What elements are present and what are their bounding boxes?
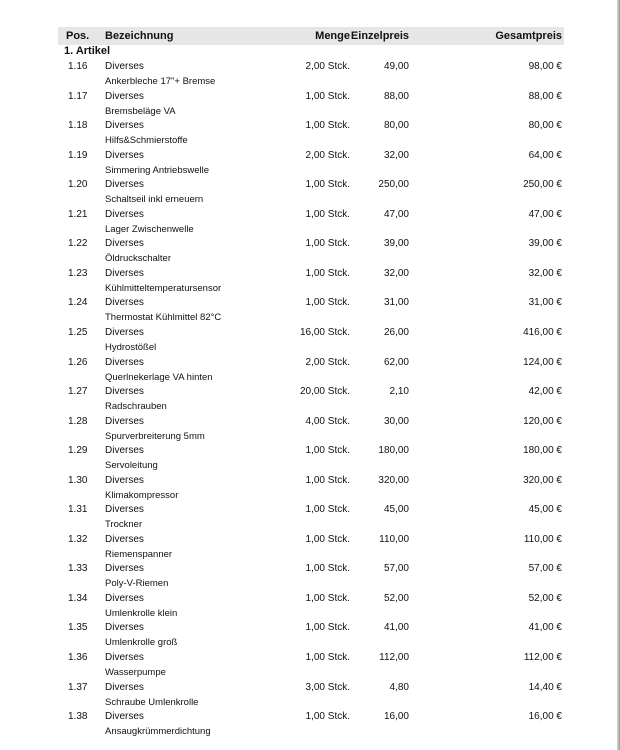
total-price: 112,00 € [523, 652, 562, 663]
article-name: Diverses [105, 474, 144, 486]
table-row [0, 150, 620, 179]
table-row [0, 416, 620, 445]
position-number: 1.35 [68, 622, 88, 634]
total-price: 124,00 € [523, 356, 562, 368]
article-description: Spurverbreiterung 5mm [105, 430, 205, 442]
quantity: 1,00 Stck. [305, 297, 350, 309]
quantity: 1,00 Stck. [305, 238, 350, 250]
article-name: Diverses [105, 445, 144, 457]
total-price: 416,00 € [523, 326, 562, 338]
table-row [0, 593, 620, 622]
quantity: 1,00 Stck. [305, 90, 350, 102]
unit-price: 32,00 [383, 149, 409, 161]
article-name: Diverses [105, 238, 144, 250]
quantity: 1,00 Stck. [305, 445, 350, 457]
total-price: 120,00 € [523, 415, 562, 427]
article-description: Ankerbleche 17"+ Bremse [105, 76, 216, 87]
article-name: Diverses [105, 711, 144, 723]
position-number: 1.19 [68, 149, 88, 161]
position-number: 1.34 [68, 592, 88, 604]
quantity: 20,00 Stck. [299, 386, 350, 398]
article-description: Klimakompressor [105, 489, 179, 501]
unit-price: 4,80 [389, 681, 409, 693]
unit-price: 45,00 [383, 504, 409, 516]
position-number: 1.24 [68, 297, 88, 309]
article-name: Diverses [105, 622, 144, 634]
unit-price: 30,00 [383, 415, 409, 427]
total-price: 32,00 € [528, 267, 562, 279]
article-name: Diverses [105, 356, 144, 368]
quantity: 1,00 Stck. [305, 563, 350, 575]
total-price: 52,00 € [528, 592, 562, 604]
position-number: 1.27 [68, 386, 88, 398]
article-name: Diverses [105, 208, 144, 220]
unit-price: 16,00 [383, 711, 409, 723]
article-description: Simmering Antriebswelle [105, 164, 210, 176]
total-price: 42,00 € [528, 386, 562, 398]
table-row [0, 445, 620, 474]
unit-price: 250,00 [378, 179, 409, 191]
article-name: Diverses [105, 563, 144, 575]
position-number: 1.25 [68, 326, 88, 338]
total-price: 110,00 € [523, 533, 562, 545]
unit-price: 39,00 [383, 238, 409, 250]
article-name: Diverses [105, 297, 144, 309]
quantity: 1,00 Stck. [305, 267, 350, 279]
position-number: 1.36 [68, 652, 88, 663]
table-row [0, 563, 620, 592]
article-name: Diverses [105, 415, 144, 427]
table-row [0, 386, 620, 415]
unit-price: 112,00 [379, 652, 409, 663]
unit-price: 88,00 [383, 90, 409, 102]
article-description: Servoleitung [105, 460, 158, 472]
quantity: 4,00 Stck. [305, 415, 350, 427]
table-row [0, 61, 620, 90]
unit-price: 110,00 [379, 533, 409, 545]
article-name: Diverses [105, 179, 144, 191]
total-price: 45,00 € [528, 504, 562, 516]
total-price: 80,00 € [528, 120, 562, 132]
header-gesamtpreis: Gesamtpreis [495, 30, 562, 42]
total-price: 250,00 € [523, 179, 562, 191]
table-row [0, 622, 620, 651]
position-number: 1.28 [68, 415, 88, 427]
total-price: 16,00 € [528, 711, 562, 723]
total-price: 320,00 € [523, 474, 562, 486]
position-number: 1.37 [68, 681, 88, 693]
position-number: 1.30 [68, 474, 88, 486]
position-number: 1.31 [68, 504, 88, 516]
unit-price: 320,00 [378, 474, 409, 486]
total-price: 39,00 € [528, 238, 562, 250]
unit-price: 2,10 [389, 386, 409, 398]
table-row [0, 297, 620, 326]
position-number: 1.29 [68, 445, 88, 457]
quantity: 16,00 Stck. [299, 326, 350, 338]
quantity: 1,00 Stck. [305, 504, 350, 516]
table-row [0, 357, 620, 386]
unit-price: 41,00 [383, 622, 409, 634]
header-einzelpreis: Einzelpreis [350, 30, 409, 42]
article-description: Hydrostößel [105, 341, 157, 353]
article-name: Diverses [105, 652, 144, 663]
article-name: Diverses [105, 90, 144, 102]
total-price: 98,00 € [528, 61, 562, 72]
quantity: 2,00 Stck. [305, 149, 350, 161]
article-name: Diverses [105, 61, 144, 72]
table-row [0, 682, 620, 711]
total-price: 57,00 € [528, 563, 562, 575]
table-row [0, 120, 620, 149]
header-pos: Pos. [66, 30, 90, 42]
table-row [0, 238, 620, 267]
article-name: Diverses [105, 149, 144, 161]
article-description: Kühlmitteltemperatursensor [105, 282, 222, 294]
header-bezeichnung: Bezeichnung [105, 30, 174, 42]
unit-price: 62,00 [383, 356, 409, 368]
position-number: 1.38 [68, 711, 88, 723]
quantity: 1,00 Stck. [305, 474, 350, 486]
position-number: 1.32 [68, 533, 88, 545]
unit-price: 47,00 [383, 208, 409, 220]
quantity: 1,00 Stck. [305, 622, 350, 634]
article-description: Wasserpumpe [105, 667, 166, 678]
unit-price: 180,00 [378, 445, 409, 457]
table-row [0, 475, 620, 504]
position-number: 1.23 [68, 267, 88, 279]
article-name: Diverses [105, 326, 144, 338]
total-price: 64,00 € [528, 149, 562, 161]
article-name: Diverses [105, 533, 144, 545]
quantity: 2,00 Stck. [305, 61, 350, 72]
total-price: 88,00 € [528, 90, 562, 102]
article-description: Riemenspanner [105, 548, 173, 560]
table-row [0, 534, 620, 563]
quantity: 3,00 Stck. [305, 681, 350, 693]
article-name: Diverses [105, 386, 144, 398]
quantity: 2,00 Stck. [305, 356, 350, 368]
article-description: Umlenkrolle klein [105, 607, 178, 619]
unit-price: 57,00 [383, 563, 409, 575]
table-row [0, 327, 620, 356]
article-description: Querlnekerlage VA hinten [105, 371, 213, 383]
unit-price: 52,00 [383, 592, 409, 604]
position-number: 1.16 [68, 61, 88, 72]
article-name: Diverses [105, 681, 144, 693]
article-description: Trockner [105, 519, 143, 531]
quantity: 1,00 Stck. [305, 592, 350, 604]
article-description: Hilfs&Schmierstoffe [105, 135, 188, 147]
table-row [0, 91, 620, 120]
article-description: Schaltseil inkl erneuern [105, 194, 204, 206]
unit-price: 26,00 [383, 326, 409, 338]
article-name: Diverses [105, 504, 144, 516]
table-row [0, 504, 620, 533]
quantity: 1,00 Stck. [305, 533, 350, 545]
total-price: 41,00 € [528, 622, 562, 634]
quantity: 1,00 Stck. [305, 711, 350, 723]
header-menge: Menge [315, 30, 350, 42]
position-number: 1.33 [68, 563, 88, 575]
total-price: 14,40 € [528, 681, 562, 693]
section-title: 1. Artikel [64, 45, 111, 57]
quantity: 1,00 Stck. [305, 208, 350, 220]
unit-price: 31,00 [383, 297, 409, 309]
article-name: Diverses [105, 120, 144, 132]
unit-price: 32,00 [383, 267, 409, 279]
article-description: Thermostat Kühlmittel 82°C [105, 312, 222, 324]
article-name: Diverses [105, 592, 144, 604]
article-description: Radschrauben [105, 401, 167, 413]
total-price: 47,00 € [528, 208, 562, 220]
position-number: 1.22 [68, 238, 88, 250]
quantity: 1,00 Stck. [305, 179, 350, 191]
article-description: Schraube Umlenkrolle [105, 696, 199, 708]
position-number: 1.17 [68, 90, 88, 102]
table-row [0, 652, 620, 681]
position-number: 1.20 [68, 179, 88, 191]
article-name: Diverses [105, 267, 144, 279]
table-row [0, 268, 620, 297]
table-row [0, 711, 620, 740]
quantity: 1,00 Stck. [305, 120, 350, 132]
table-row [0, 179, 620, 208]
total-price: 31,00 € [528, 297, 562, 309]
position-number: 1.26 [68, 356, 88, 368]
unit-price: 80,00 [383, 120, 409, 132]
article-description: Öldruckschalter [105, 253, 171, 265]
total-price: 180,00 € [523, 445, 562, 457]
position-number: 1.21 [68, 208, 88, 220]
position-number: 1.18 [68, 120, 88, 132]
quantity: 1,00 Stck. [305, 652, 350, 663]
article-description: Ansaugkrümmerdichtung [105, 726, 211, 738]
article-description: Poly-V-Riemen [105, 578, 169, 590]
article-description: Bremsbeläge VA [105, 105, 176, 117]
unit-price: 49,00 [383, 61, 409, 72]
table-row [0, 209, 620, 238]
article-description: Lager Zwischenwelle [105, 223, 194, 235]
article-description: Umlenkrolle groß [105, 637, 178, 649]
